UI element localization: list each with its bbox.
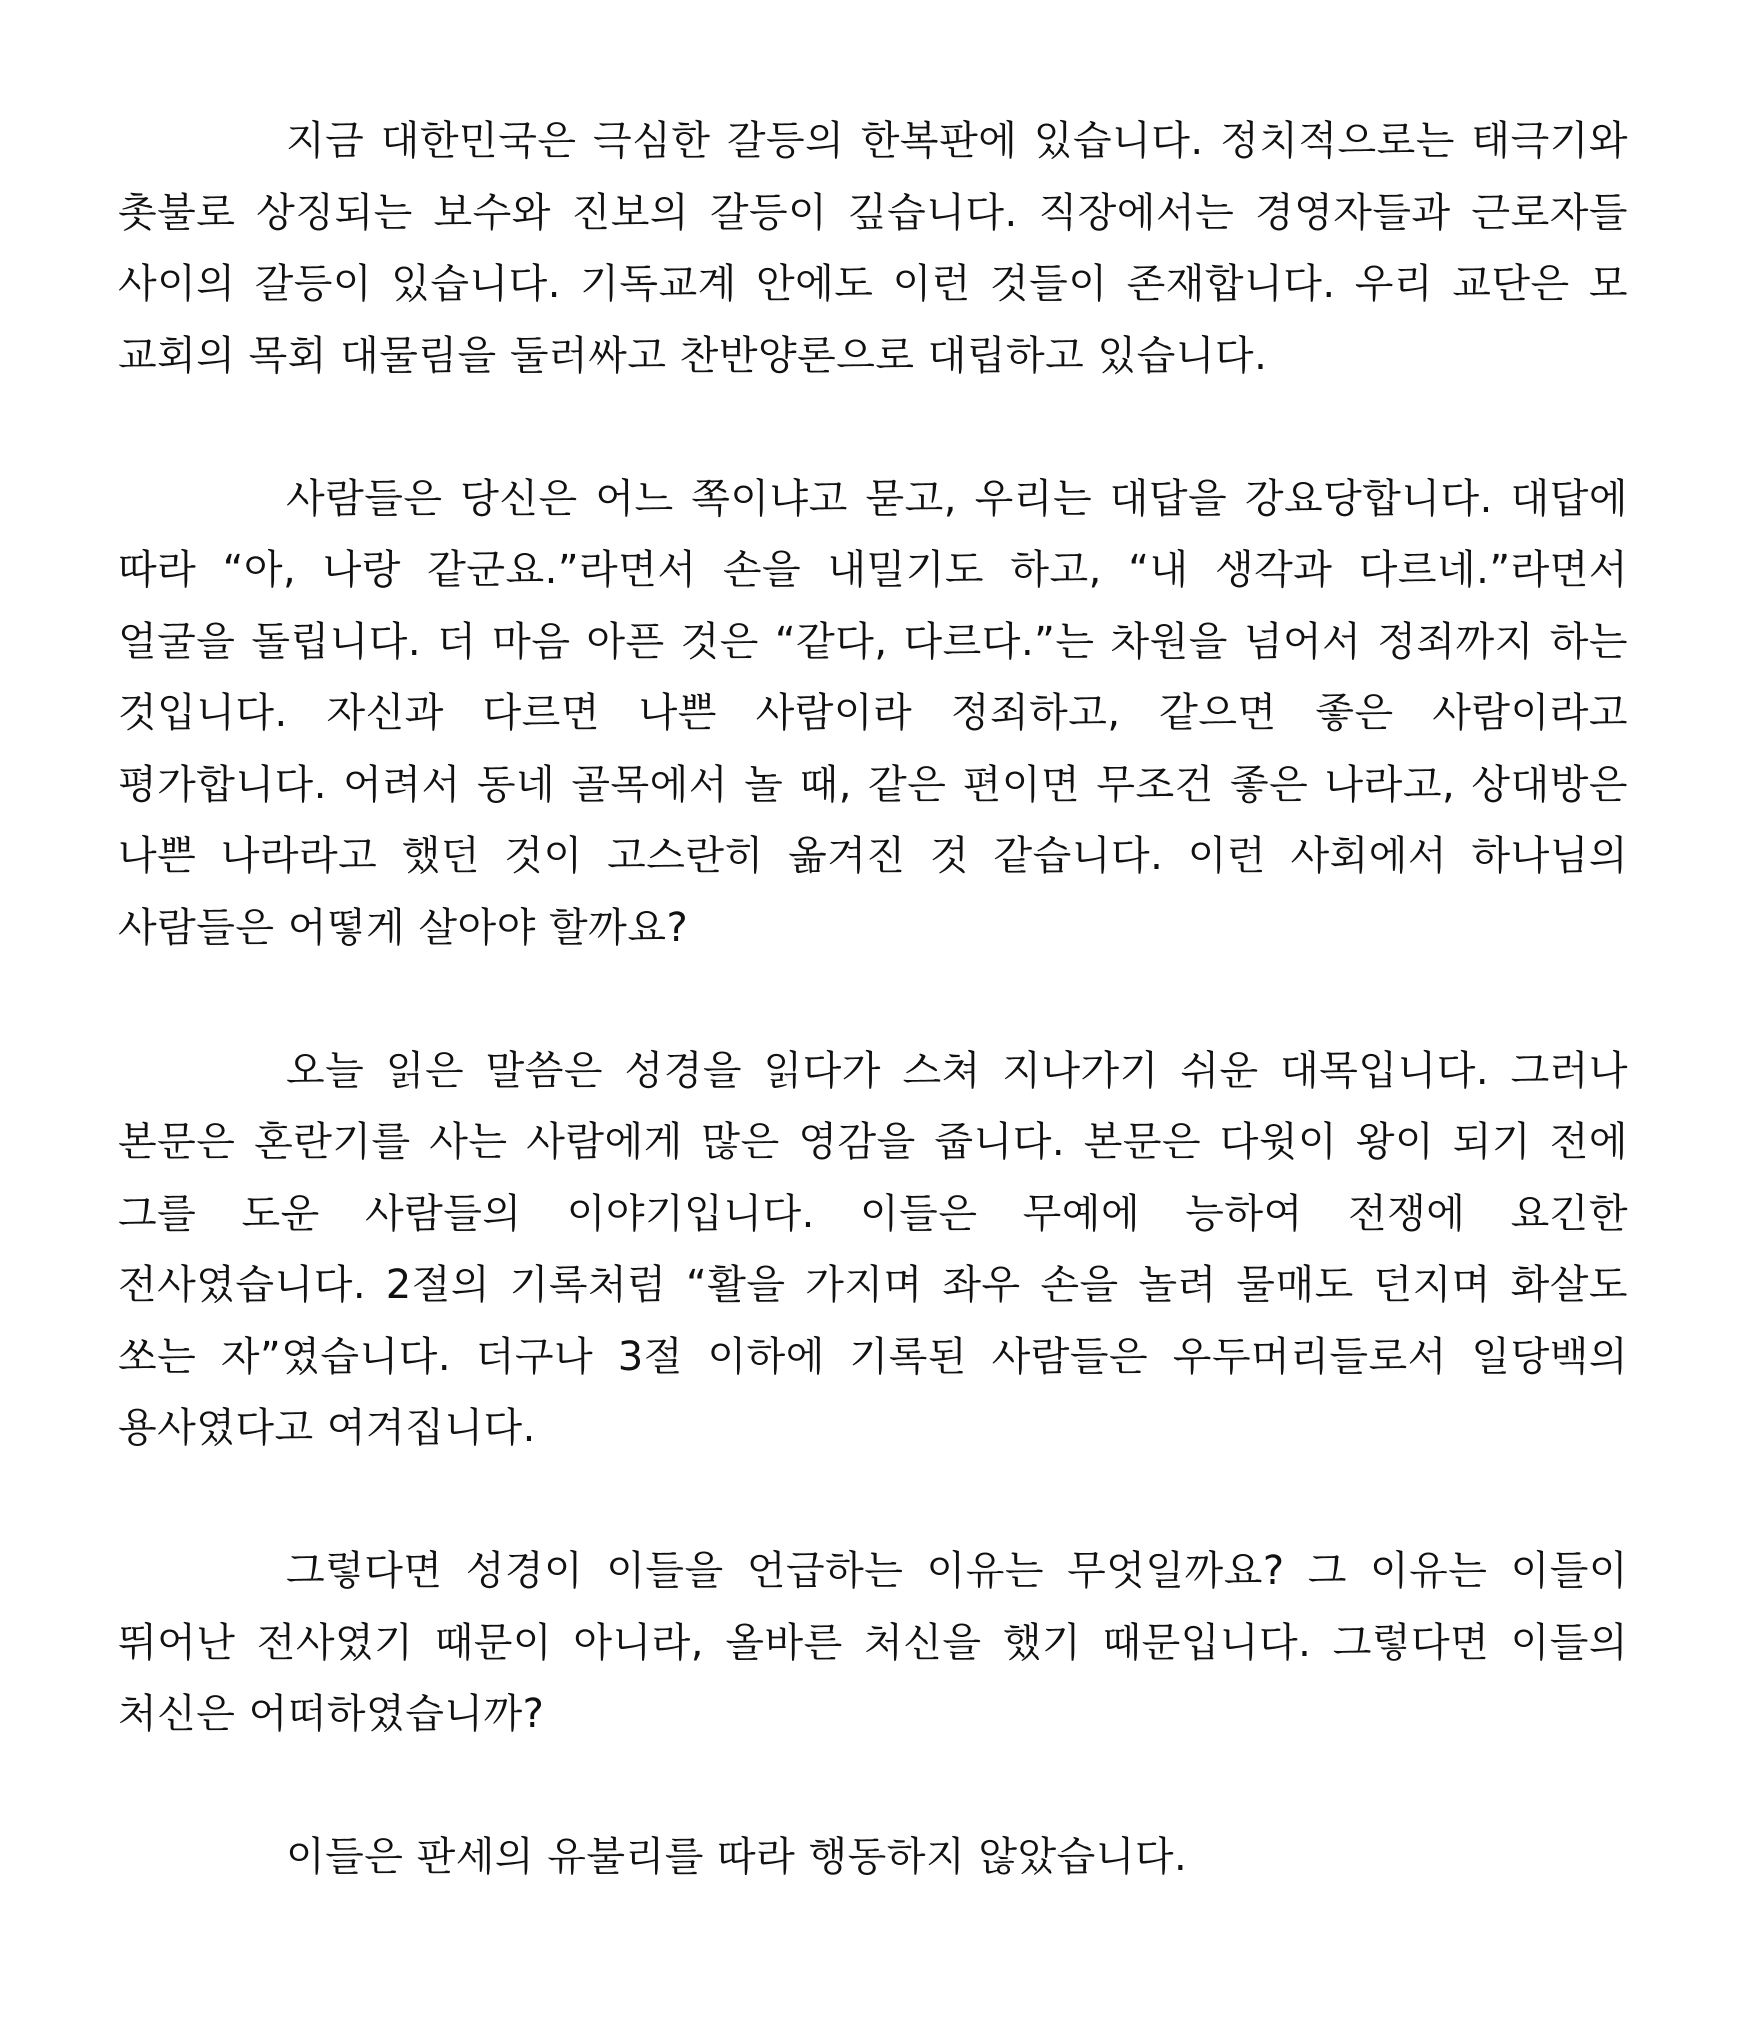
paragraph-2: 사람들은 당신은 어느 쪽이냐고 묻고, 우리는 대답을 강요당합니다. 대답에 따라 “아, 나랑 같군요.”라면서 손을 내밀기도 하고, “내 생각과 다르네.”라면서 얼굴을 돌립니다. 더 마음 아픈 것은 “같다, 다르다.”는 차원을 넘어서 정죄까지 하는 것입니다. 자신과 다르면 나쁜 사람이라 정죄하고, 같으면 좋은 사람이라고 평가합니다. 어려서 동네 골목에서 놀 때, 같은 편이면 무조건 좋은 나라고, 상대방은 나쁜 나라라고 했던 것이 고스란히 옮겨진 것 같습니다. 이런 사회에서 하나님의 사람들은 어떻게 살아야 할까요? <box>118 475 1628 951</box>
paragraph-4: 그렇다면 성경이 이들을 언급하는 이유는 무엇일까요? 그 이유는 이들이 뛰어난 전사였기 때문이 아니라, 올바른 처신을 했기 때문입니다. 그렇다면 이들의 처신은 어떠하였습니까? <box>118 1548 1628 1737</box>
paragraph-5: 이들은 판세의 유불리를 따라 행동하지 않았습니다. <box>286 1834 1188 1880</box>
document-page <box>118 106 1628 1894</box>
paragraph-3: 오늘 읽은 말씀은 성경을 읽다가 스쳐 지나가기 쉬운 대목입니다. 그러나 본문은 혼란기를 사는 사람에게 많은 영감을 줍니다. 본문은 다윗이 왕이 되기 전에 그를 도운 사람들의 이야기입니다. 이들은 무예에 능하여 전쟁에 요긴한 전사였습니다. 2절의 기록처럼 “활을 가지며 좌우 손을 놀려 물매도 던지며 화살도 쏘는 자”였습니다. 더구나 3절 이하에 기록된 사람들은 우두머리들로서 일당백의 용사였다고 여겨집니다. <box>118 1047 1628 1451</box>
paragraph-1: 지금 대한민국은 극심한 갈등의 한복판에 있습니다. 정치적으로는 태극기와 촛불로 상징되는 보수와 진보의 갈등이 깊습니다. 직장에서는 경영자들과 근로자들 사이의 갈등이 있습니다. 기독교계 안에도 이런 것들이 존재합니다. 우리 교단은 모 교회의 목회 대물림을 둘러싸고 찬반양론으로 대립하고 있습니다. <box>118 118 1628 379</box>
